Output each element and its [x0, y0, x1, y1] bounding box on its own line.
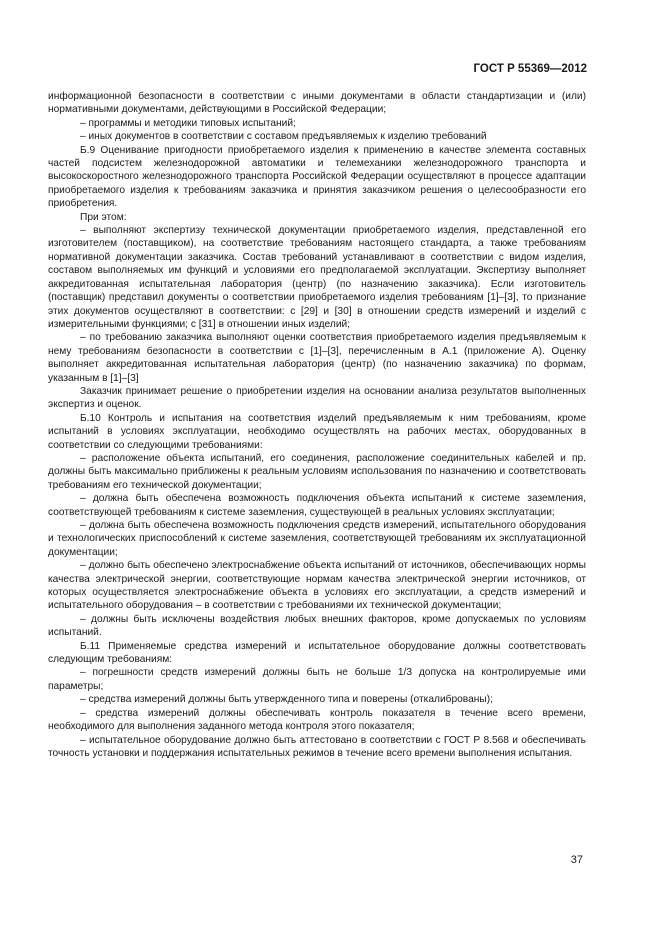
paragraph: Б.11 Применяемые средства измерений и испытательное оборудование должны соответствовать следующим требованиям:	[48, 640, 586, 666]
paragraph: Б.9 Оценивание пригодности приобретаемого изделия к применению в качестве элемента составных частей подсистем железнодорожной автоматики и телемеханики железнодорожного транспорта и высокоскоростного железнодорожного транспорта Российской Федерации осуществляют в процессе адаптации приобретаемого изделия к требованиям заказчика и принятия заказчиком решения о целесообразности его приобретения.	[48, 144, 586, 210]
paragraph: При этом:	[80, 211, 127, 223]
paragraph: – должны быть исключены воздействия любых внешних факторов, кроме допускаемых по условиям испытаний.	[48, 613, 586, 639]
paragraph: – должна быть обеспечена возможность подключения средств измерений, испытательного оборудования и технологических приспособлений к системе заземления, соответствующей требованиям их эксплуатационной документации;	[48, 520, 586, 558]
paragraph: – должно быть обеспечено электроснабжение объекта испытаний от источников, обеспечивающих нормы качества электрической энергии, соответствующие нормам качества электрической энергии источников, от которых осуществляется электроснабжение объекта в условиях его эксплуатации, а средств измерений и испытательного оборудования – в соответствии с требованиями их технической документации;	[48, 560, 586, 612]
paragraph: – погрешности средств измерений должны быть не больше 1/3 допуска на контролируемые ими параметры;	[48, 667, 586, 692]
paragraph: – программы и методики типовых испытаний;	[80, 117, 296, 129]
paragraph: – испытательное оборудование должно быть аттестовано в соответствии с ГОСТ Р 8.568 и обеспечивать точность установки и поддержания испытательных режимов в течение всего времени выполнения испытания.	[48, 734, 586, 759]
paragraph: – должна быть обеспечена возможность подключения объекта испытаний к системе заземления, соответствующей требованиям к системе заземления, существующей в реальных условиях эксплуатации;	[48, 493, 586, 518]
paragraph: – средства измерений должны обеспечивать контроль показателя в течение всего времени, необходимого для выполнения заданного метода контроля этого показателя;	[48, 707, 586, 733]
paragraph: информационной безопасности в соответствии с иными документами в области стандартизации и (или) нормативными документами, действующими в Российской Федерации;	[48, 91, 586, 116]
document-header: ГОСТ Р 55369—2012	[473, 63, 587, 75]
paragraph: – по требованию заказчика выполняют оценки соответствия приобретаемого изделия предъявляемым к нему требованиям безопасности в соответствии с [1]–[3], перечисленным в А.1 (приложение А). Оценку выполняет аккредитованная испытательная лаборатория (центр) (по назначению заказчика) по формам, указанным в [1]–[3]	[48, 332, 586, 384]
paragraph: – средства измерений должны быть утвержденного типа и поверены (откалиброваны);	[80, 694, 493, 706]
document-body	[48, 90, 586, 760]
paragraph: – выполняют экспертизу технической документации приобретаемого изделия, представленной его изготовителем (поставщиком), на соответствие требованиям настоящего стандарта, а также требованиям нормативной документации заказчика. Состав требований устанавливают в соответствии с видом изделия, составом выполняемых им функций и условиями его предполагаемой эксплуатации. Экспертизу выполняет аккредитованная испытательная лаборатория (центр) (по назначению заказчика). Если изготовитель (поставщик) представил документы о соответствии приобретаемого изделия требованиям [1]–[3], то признание этих документов осуществляют в соответствии: с [29] и [30] в отношении средств измерений и изделий с измерительными функциями; с [31] в отношении иных изделий;	[48, 225, 586, 330]
paragraph: Б.10 Контроль и испытания на соответствия изделий предъявляемым к ним требованиям, кроме испытаний в условиях эксплуатации, необходимо осуществлять на рабочих местах, оборудованных в соответствии со следующими требованиями:	[48, 412, 586, 451]
page-number: 37	[570, 854, 583, 866]
paragraph: – иных документов в соответствии с составом предъявляемых к изделию требований	[80, 131, 487, 143]
paragraph: – расположение объекта испытаний, его соединения, расположение соединительных кабелей и пр. должны быть максимально приближены к реальным условиям использования по назначению и соответствовать требованиям его технической документации;	[48, 452, 586, 491]
paragraph: Заказчик принимает решение о приобретении изделия на основании анализа результатов выполненных экспертиз и оценок.	[48, 385, 586, 411]
